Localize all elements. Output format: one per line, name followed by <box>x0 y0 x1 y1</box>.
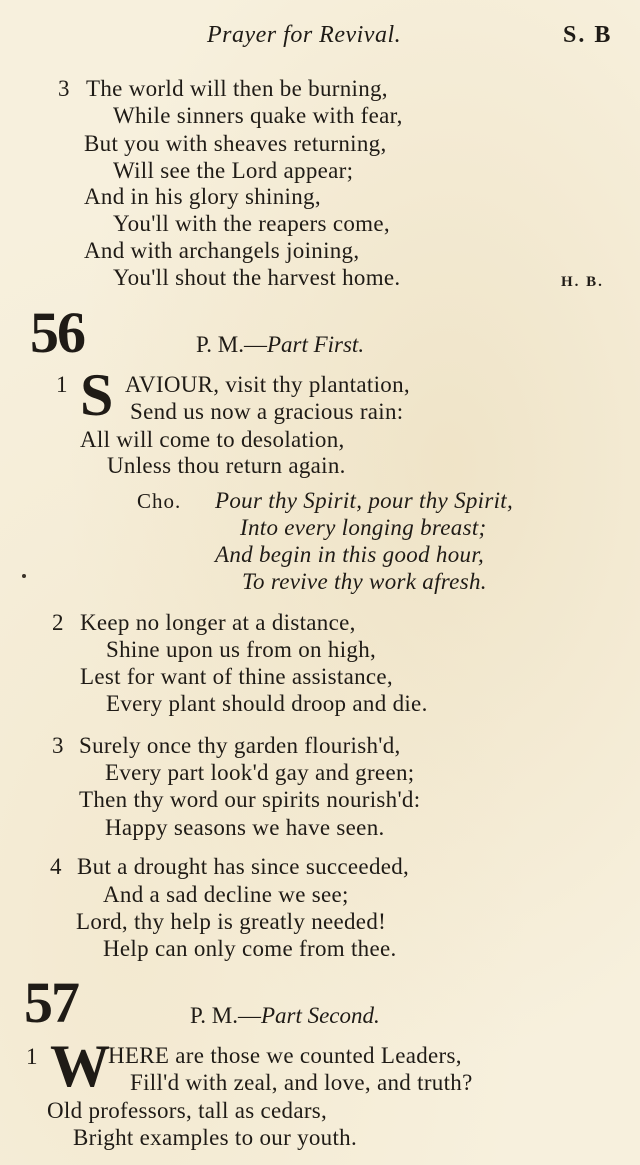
chorus-line: Pour thy Spirit, pour thy Spirit, <box>215 488 514 513</box>
verse-line: Then thy word our spirits nourish'd: <box>79 787 421 812</box>
verse-line: Will see the Lord appear; <box>113 158 354 183</box>
verse-number: 4 <box>50 854 62 879</box>
verse-line: And in his glory shining, <box>84 184 321 209</box>
verse-line: Keep no longer at a distance, <box>80 610 356 635</box>
verse-line: Bright examples to our youth. <box>73 1125 358 1150</box>
verse-line: Every part look'd gay and green; <box>105 760 415 785</box>
chorus-line: To revive thy work afresh. <box>242 569 487 594</box>
verse-line: But a drought has since succeeded, <box>77 854 410 879</box>
verse-line: HERE are those we counted Leaders, <box>108 1043 462 1068</box>
verse-line: And with archangels joining, <box>84 238 360 263</box>
verse-line: Old professors, tall as cedars, <box>47 1098 328 1123</box>
verse-line: Every plant should droop and die. <box>106 691 428 716</box>
verse-line: Fill'd with zeal, and love, and truth? <box>130 1070 473 1095</box>
verse-number: 3 <box>58 76 70 101</box>
meter-text: P. M.— <box>196 332 267 357</box>
verse-line: While sinners quake with fear, <box>113 103 403 128</box>
verse-line: Surely once thy garden flourish'd, <box>79 733 401 758</box>
verse-line: Shine upon us from on high, <box>106 637 377 662</box>
author-initials: H. B. <box>561 274 604 290</box>
verse-number: 3 <box>52 733 64 758</box>
hymn-meter <box>196 332 364 358</box>
verse-number: 1 <box>56 372 68 397</box>
signature-mark: S. B <box>563 22 613 48</box>
drop-cap: S <box>80 362 114 428</box>
hymn-meter <box>190 1003 380 1029</box>
part-text: Part First. <box>266 332 365 357</box>
verse-line: Lord, thy help is greatly needed! <box>76 909 387 934</box>
chorus-label: Cho. <box>137 489 182 513</box>
verse-line: You'll with the reapers come, <box>113 211 390 236</box>
verse-number: 2 <box>52 610 64 635</box>
drop-cap: W <box>50 1033 110 1099</box>
verse-line: Lest for want of thine assistance, <box>80 664 393 689</box>
running-head <box>0 22 640 52</box>
hymn-number: 56 <box>30 300 84 365</box>
chorus-line: Into every longing breast; <box>240 515 487 540</box>
verse-line: All will come to desolation, <box>80 427 345 452</box>
meter-text: P. M.— <box>190 1003 261 1028</box>
verse-line: Happy seasons we have seen. <box>105 815 385 840</box>
running-title: Prayer for Revival. <box>207 22 402 48</box>
verse-line: And a sad decline we see; <box>103 882 349 907</box>
verse-line: But you with sheaves returning, <box>84 131 387 156</box>
verse-line: AVIOUR, visit thy plantation, <box>125 372 410 397</box>
verse-line: Help can only come from thee. <box>103 936 397 961</box>
ink-speck <box>22 574 26 578</box>
verse-line: The world will then be burning, <box>86 76 388 101</box>
verse-line: Unless thou return again. <box>107 453 346 478</box>
part-text: Part Second. <box>260 1003 380 1028</box>
verse-number: 1 <box>26 1044 38 1069</box>
chorus-line: And begin in this good hour, <box>215 542 485 567</box>
verse-line: Send us now a gracious rain: <box>130 399 404 424</box>
hymn-number: 57 <box>24 970 78 1035</box>
verse-line: You'll shout the harvest home. <box>113 265 401 290</box>
